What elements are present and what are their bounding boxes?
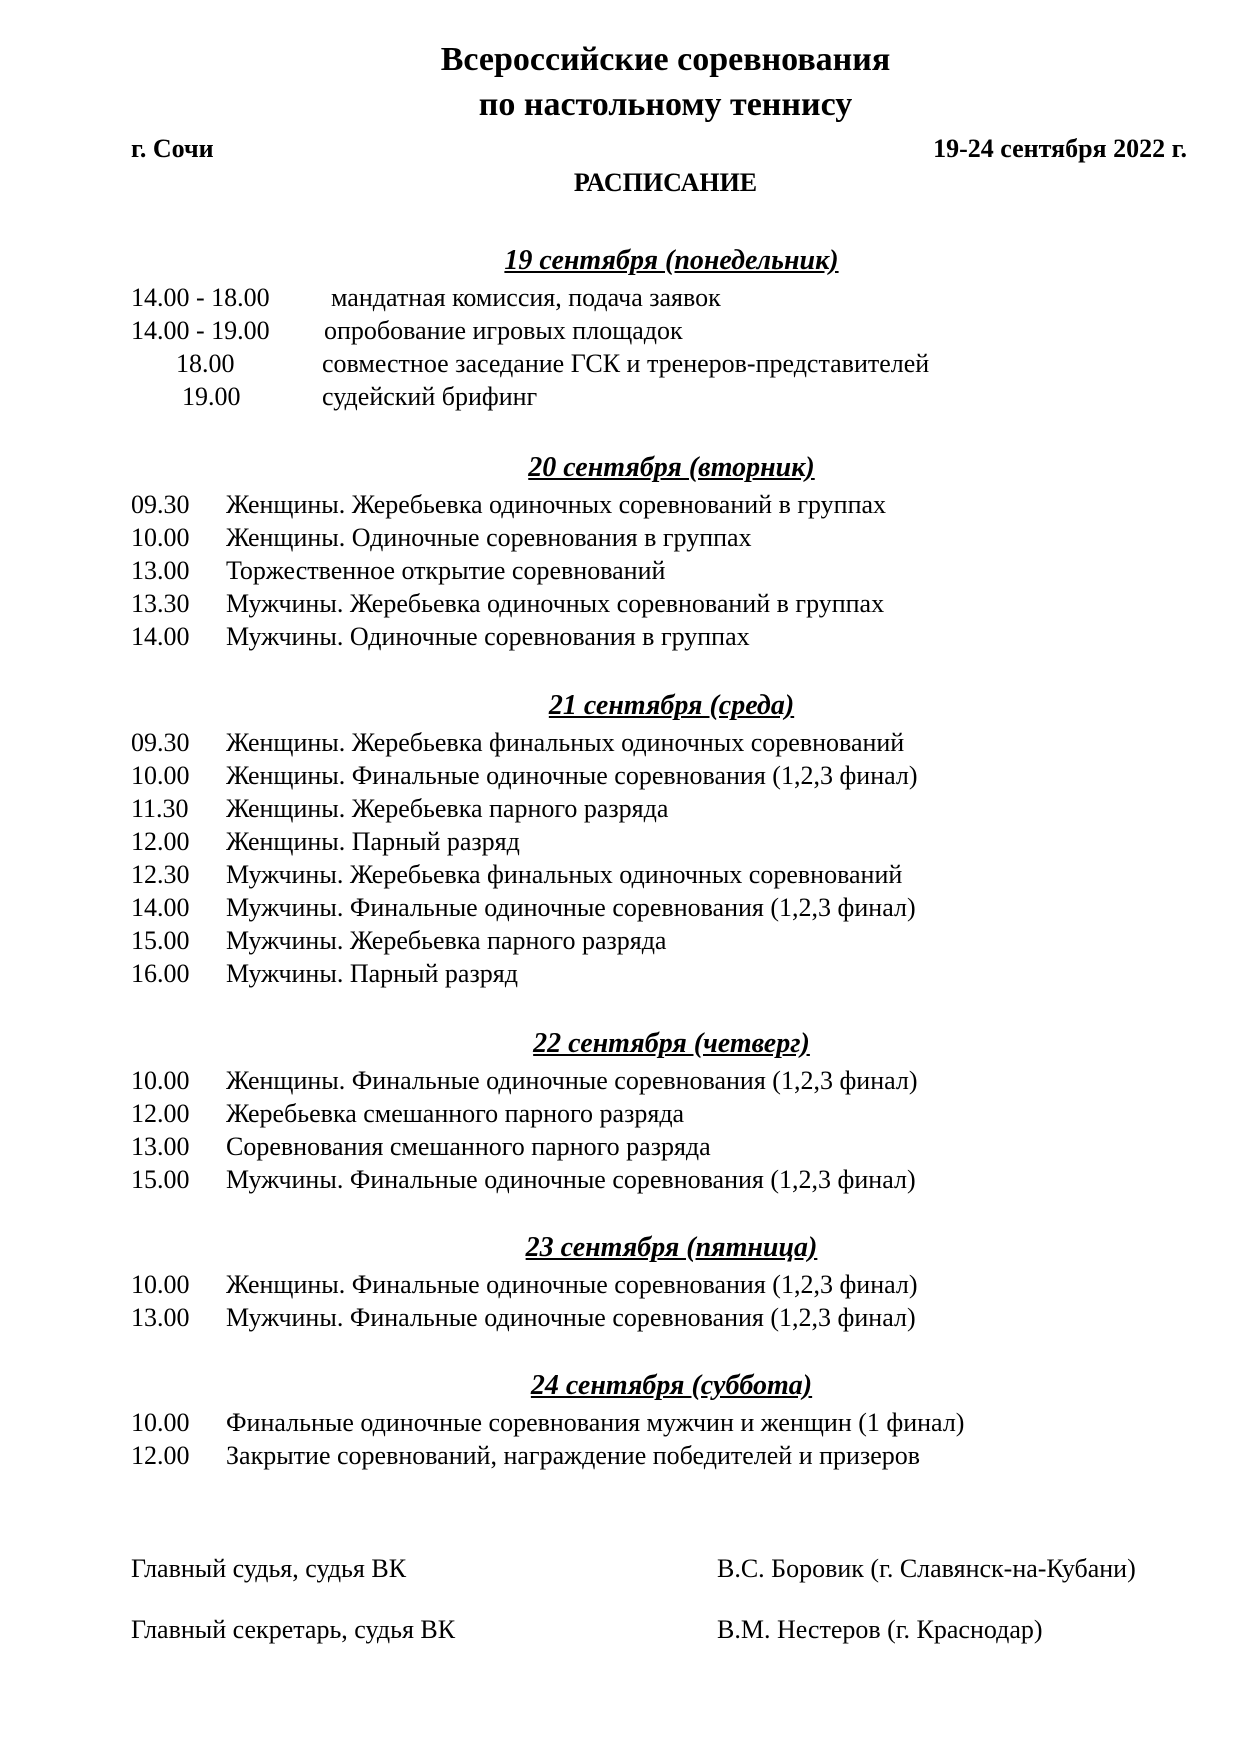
event-time: 15.00 bbox=[131, 926, 190, 955]
day-heading: 23 сентября (пятница) bbox=[525, 1232, 818, 1263]
event-text: Мужчины. Финальные одиночные соревнования (1,2,3 финал) bbox=[226, 1303, 916, 1332]
schedule-row bbox=[131, 314, 1191, 348]
schedule-row bbox=[131, 825, 1191, 859]
event-text: мандатная комиссия, подача заявок bbox=[331, 283, 721, 312]
day-heading: 22 сентября (четверг) bbox=[533, 1028, 810, 1059]
event-text: Женщины. Финальные одиночные соревнования (1,2,3 финал) bbox=[226, 1066, 918, 1095]
event-time: 12.00 bbox=[131, 1099, 190, 1128]
event-dates: 19-24 сентября 2022 г. bbox=[933, 134, 1187, 163]
document-title-line-2: по настольному теннису bbox=[478, 86, 853, 123]
event-text: Торжественное открытие соревнований bbox=[226, 556, 666, 585]
event-text: Мужчины. Жеребьевка парного разряда bbox=[226, 926, 667, 955]
schedule-row bbox=[131, 281, 1191, 315]
chief-secretary-role: Главный секретарь, судья ВК bbox=[131, 1615, 456, 1644]
event-text: опробование игровых площадок bbox=[324, 316, 683, 345]
event-text: Соревнования смешанного парного разряда bbox=[226, 1132, 711, 1161]
schedule-row bbox=[131, 891, 1191, 925]
chief-judge-name: В.С. Боровик (г. Славянск-на-Кубани) bbox=[717, 1554, 1136, 1583]
event-time: 18.00 bbox=[176, 349, 235, 378]
event-text: Мужчины. Жеребьевка финальных одиночных соревнований bbox=[226, 860, 903, 889]
event-time: 15.00 bbox=[131, 1165, 190, 1194]
event-text: судейский брифинг bbox=[322, 382, 538, 411]
event-time: 13.00 bbox=[131, 1303, 190, 1332]
event-text: Жеребьевка смешанного парного разряда bbox=[226, 1099, 685, 1128]
event-time: 13.00 bbox=[131, 1132, 190, 1161]
schedule-row bbox=[131, 792, 1191, 826]
schedule-row bbox=[131, 620, 1191, 654]
day-heading: 21 сентября (среда) bbox=[548, 690, 795, 721]
schedule-row bbox=[131, 380, 1191, 414]
event-text: совместное заседание ГСК и тренеров-представителей bbox=[322, 349, 930, 378]
day-heading: 24 сентября (суббота) bbox=[530, 1370, 813, 1401]
event-text: Закрытие соревнований, награждение победителей и призеров bbox=[226, 1441, 921, 1470]
event-text: Женщины. Жеребьевка финальных одиночных соревнований bbox=[226, 728, 905, 757]
event-text: Мужчины. Финальные одиночные соревнования (1,2,3 финал) bbox=[226, 1165, 916, 1194]
schedule-row bbox=[131, 957, 1191, 991]
schedule-row bbox=[131, 488, 1191, 522]
event-time: 09.30 bbox=[131, 490, 190, 519]
schedule-row bbox=[131, 1064, 1191, 1098]
event-time: 12.30 bbox=[131, 860, 190, 889]
event-text: Женщины. Жеребьевка парного разряда bbox=[226, 794, 669, 823]
event-text: Женщины. Жеребьевка одиночных соревнований в группах bbox=[226, 490, 887, 519]
schedule-row bbox=[131, 1130, 1191, 1164]
chief-judge-role: Главный судья, судья ВК bbox=[131, 1554, 407, 1583]
schedule-row bbox=[131, 1097, 1191, 1131]
event-text: Мужчины. Парный разряд bbox=[226, 959, 518, 988]
event-time: 14.00 bbox=[131, 893, 190, 922]
schedule-row bbox=[131, 759, 1191, 793]
event-text: Мужчины. Одиночные соревнования в группах bbox=[226, 622, 750, 651]
event-time: 10.00 bbox=[131, 523, 190, 552]
event-time: 10.00 bbox=[131, 1270, 190, 1299]
event-time: 13.30 bbox=[131, 589, 190, 618]
event-time: 16.00 bbox=[131, 959, 190, 988]
schedule-row bbox=[131, 858, 1191, 892]
event-text: Мужчины. Жеребьевка одиночных соревнований в группах bbox=[226, 589, 885, 618]
schedule-row bbox=[131, 726, 1191, 760]
schedule-row bbox=[131, 924, 1191, 958]
event-time: 13.00 bbox=[131, 556, 190, 585]
event-text: Женщины. Финальные одиночные соревнования (1,2,3 финал) bbox=[226, 761, 918, 790]
event-time: 09.30 bbox=[131, 728, 190, 757]
event-time: 10.00 bbox=[131, 1408, 190, 1437]
event-time: 10.00 bbox=[131, 761, 190, 790]
event-time: 12.00 bbox=[131, 1441, 190, 1470]
schedule-row bbox=[131, 521, 1191, 555]
event-text: Финальные одиночные соревнования мужчин и женщин (1 финал) bbox=[226, 1408, 965, 1437]
schedule-row bbox=[131, 1406, 1191, 1440]
schedule-row bbox=[131, 1163, 1191, 1197]
schedule-heading: РАСПИСАНИЕ bbox=[573, 168, 758, 197]
event-time: 10.00 bbox=[131, 1066, 190, 1095]
day-heading: 20 сентября (вторник) bbox=[528, 452, 815, 483]
schedule-row bbox=[131, 347, 1191, 381]
event-time: 14.00 - 18.00 bbox=[131, 283, 270, 312]
document-title-line-1: Всероссийские соревнования bbox=[440, 41, 891, 78]
city: г. Сочи bbox=[131, 134, 214, 163]
schedule-row bbox=[131, 1301, 1191, 1335]
event-time: 19.00 bbox=[182, 382, 241, 411]
event-text: Мужчины. Финальные одиночные соревнования (1,2,3 финал) bbox=[226, 893, 916, 922]
event-text: Женщины. Парный разряд bbox=[226, 827, 520, 856]
event-text: Женщины. Одиночные соревнования в группах bbox=[226, 523, 752, 552]
event-time: 14.00 - 19.00 bbox=[131, 316, 270, 345]
event-text: Женщины. Финальные одиночные соревнования (1,2,3 финал) bbox=[226, 1270, 918, 1299]
chief-secretary-name: В.М. Нестеров (г. Краснодар) bbox=[717, 1615, 1043, 1644]
event-time: 14.00 bbox=[131, 622, 190, 651]
schedule-row bbox=[131, 554, 1191, 588]
event-time: 11.30 bbox=[131, 794, 189, 823]
event-time: 12.00 bbox=[131, 827, 190, 856]
schedule-row bbox=[131, 1268, 1191, 1302]
schedule-row bbox=[131, 587, 1191, 621]
day-heading: 19 сентября (понедельник) bbox=[504, 245, 839, 276]
schedule-row bbox=[131, 1439, 1191, 1473]
